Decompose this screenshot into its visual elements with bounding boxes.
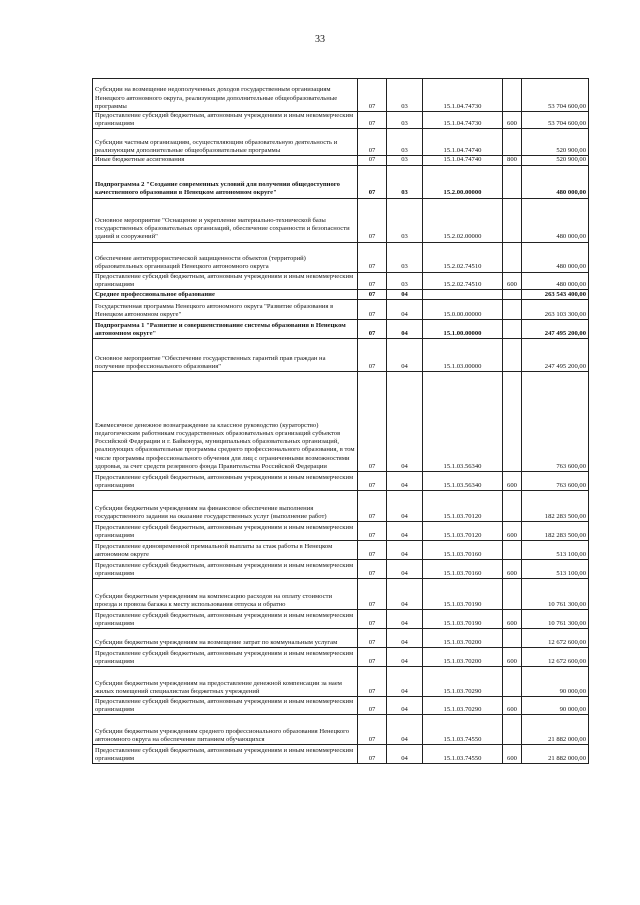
row-expense-type-cell xyxy=(503,129,522,156)
row-subsection-cell: 04 xyxy=(387,290,423,300)
row-section-cell: 07 xyxy=(358,339,387,372)
row-section-cell: 07 xyxy=(358,697,387,715)
row-name-cell: Предоставление субсидий бюджетным, автономным учреждениям и иным некоммерческим организациям xyxy=(93,560,358,579)
row-expense-type-cell xyxy=(503,198,522,242)
row-section-cell: 07 xyxy=(358,541,387,560)
row-subsection-cell: 03 xyxy=(387,129,423,156)
row-subsection-cell: 04 xyxy=(387,560,423,579)
row-name-cell: Основное мероприятие "Оснащение и укрепление материально-технической базы государственных образовательных организаций, обеспечение сохранности и безопасности зданий и сооружений" xyxy=(93,198,358,242)
row-expense-type-cell: 800 xyxy=(503,156,522,165)
row-name-cell: Предоставление единовременной премиальной выплаты за стаж работы в Ненецком автономном округе xyxy=(93,541,358,560)
row-amount-cell: 12 672 600,00 xyxy=(522,648,589,667)
row-subsection-cell: 04 xyxy=(387,339,423,372)
row-expense-type-cell: 600 xyxy=(503,560,522,579)
row-subsection-cell: 04 xyxy=(387,715,423,745)
row-subsection-cell: 04 xyxy=(387,697,423,715)
row-name-cell: Предоставление субсидий бюджетным, автономным учреждениям и иным некоммерческим организациям xyxy=(93,610,358,629)
row-amount-cell: 182 283 500,00 xyxy=(522,491,589,522)
row-expense-type-cell: 600 xyxy=(503,610,522,629)
table-row xyxy=(93,165,589,198)
table-row xyxy=(93,272,589,289)
row-section-cell: 07 xyxy=(358,242,387,272)
row-target-article-cell: 15.2.02.00000 xyxy=(423,198,503,242)
row-target-article-cell: 15.1.03.74550 xyxy=(423,715,503,745)
row-target-article-cell: 15.1.04.74740 xyxy=(423,156,503,165)
row-name-cell: Предоставление субсидий бюджетным, автономным учреждениям и иным некоммерческим организациям xyxy=(93,112,358,129)
row-subsection-cell: 04 xyxy=(387,579,423,610)
budget-table-body xyxy=(93,79,589,764)
row-target-article-cell: 15.1.03.70160 xyxy=(423,541,503,560)
row-amount-cell: 90 000,00 xyxy=(522,667,589,697)
table-row xyxy=(93,522,589,541)
row-name-cell: Субсидии бюджетным учреждениям среднего профессионального образования Ненецкого автономного округа на обеспечение питанием обучающихся xyxy=(93,715,358,745)
row-name-cell: Обеспечение антитеррористической защищенности объектов (территорий) образовательных организаций Ненецкого автономного округа xyxy=(93,242,358,272)
row-subsection-cell: 04 xyxy=(387,522,423,541)
row-name-cell: Субсидии бюджетным учреждениям на возмещение затрат по коммунальным услугам xyxy=(93,629,358,648)
row-section-cell: 07 xyxy=(358,560,387,579)
row-name-cell: Ежемесячное денежное вознаграждение за классное руководство (кураторство) педагогическим работникам государственных образовательных организаций субъектов Российской Федерации и г. Байконура, муниципальных образовательных организаций, реализующих образовательные программы среднего профессионального образования, в том числе программы профессионального обучения для лиц с ограниченными возможностями здоровья, за счет средств резервного фонда Правительства Российской Федерации xyxy=(93,372,358,472)
table-row xyxy=(93,697,589,715)
page-number: 33 xyxy=(315,34,325,45)
table-row xyxy=(93,79,589,112)
row-amount-cell: 53 704 600,00 xyxy=(522,112,589,129)
row-name-cell: Среднее профессиональное образование xyxy=(93,290,358,300)
row-name-cell: Иные бюджетные ассигнования xyxy=(93,156,358,165)
row-target-article-cell: 15.1.03.70160 xyxy=(423,560,503,579)
row-target-article-cell: 15.1.03.00000 xyxy=(423,339,503,372)
row-section-cell: 07 xyxy=(358,165,387,198)
table-row xyxy=(93,667,589,697)
table-row xyxy=(93,472,589,491)
row-name-cell: Предоставление субсидий бюджетным, автономным учреждениям и иным некоммерческим организациям xyxy=(93,648,358,667)
row-expense-type-cell: 600 xyxy=(503,272,522,289)
row-target-article-cell: 15.1.03.70290 xyxy=(423,667,503,697)
row-subsection-cell: 03 xyxy=(387,165,423,198)
row-subsection-cell: 04 xyxy=(387,629,423,648)
budget-table xyxy=(92,78,589,764)
row-amount-cell: 182 283 500,00 xyxy=(522,522,589,541)
row-section-cell: 07 xyxy=(358,472,387,491)
row-expense-type-cell xyxy=(503,491,522,522)
table-row xyxy=(93,629,589,648)
row-name-cell: Субсидии бюджетным учреждениям на финансовое обеспечение выполнения государственного задания на оказание государственных услуг (выполнение работ) xyxy=(93,491,358,522)
table-row xyxy=(93,129,589,156)
row-subsection-cell: 03 xyxy=(387,242,423,272)
row-expense-type-cell xyxy=(503,715,522,745)
table-row xyxy=(93,156,589,165)
row-expense-type-cell xyxy=(503,629,522,648)
row-amount-cell: 513 100,00 xyxy=(522,541,589,560)
row-subsection-cell: 04 xyxy=(387,610,423,629)
row-section-cell: 07 xyxy=(358,745,387,764)
row-section-cell: 07 xyxy=(358,272,387,289)
row-section-cell: 07 xyxy=(358,648,387,667)
row-target-article-cell xyxy=(423,290,503,300)
row-section-cell: 07 xyxy=(358,715,387,745)
table-row xyxy=(93,491,589,522)
row-name-cell: Субсидии бюджетным учреждениям на предоставление денежной компенсации за наем жилых помещений специалистам бюджетных учреждений xyxy=(93,667,358,697)
row-name-cell: Основное мероприятие "Обеспечение государственных гарантий прав граждан на получение профессионального образования" xyxy=(93,339,358,372)
row-amount-cell: 763 600,00 xyxy=(522,372,589,472)
row-target-article-cell: 15.1.04.74730 xyxy=(423,79,503,112)
table-row xyxy=(93,715,589,745)
row-expense-type-cell xyxy=(503,79,522,112)
row-subsection-cell: 03 xyxy=(387,156,423,165)
row-expense-type-cell: 600 xyxy=(503,522,522,541)
row-section-cell: 07 xyxy=(358,79,387,112)
row-target-article-cell: 15.2.00.00000 xyxy=(423,165,503,198)
row-target-article-cell: 15.2.02.74510 xyxy=(423,242,503,272)
row-subsection-cell: 03 xyxy=(387,112,423,129)
row-target-article-cell: 15.1.03.70290 xyxy=(423,697,503,715)
row-amount-cell: 480 000,00 xyxy=(522,242,589,272)
row-name-cell: Предоставление субсидий бюджетным, автономным учреждениям и иным некоммерческим организациям xyxy=(93,522,358,541)
row-expense-type-cell: 600 xyxy=(503,112,522,129)
table-row xyxy=(93,339,589,372)
row-target-article-cell: 15.1.03.70190 xyxy=(423,610,503,629)
row-expense-type-cell: 600 xyxy=(503,697,522,715)
row-section-cell: 07 xyxy=(358,372,387,472)
row-expense-type-cell: 600 xyxy=(503,745,522,764)
row-section-cell: 07 xyxy=(358,522,387,541)
row-amount-cell: 480 000,00 xyxy=(522,272,589,289)
row-target-article-cell: 15.1.00.00000 xyxy=(423,320,503,339)
row-name-cell: Предоставление субсидий бюджетным, автономным учреждениям и иным некоммерческим организациям xyxy=(93,697,358,715)
row-amount-cell: 480 000,00 xyxy=(522,165,589,198)
row-expense-type-cell: 600 xyxy=(503,648,522,667)
table-row xyxy=(93,745,589,764)
row-section-cell: 07 xyxy=(358,491,387,522)
row-expense-type-cell: 600 xyxy=(503,472,522,491)
row-subsection-cell: 03 xyxy=(387,79,423,112)
table-row xyxy=(93,112,589,129)
row-subsection-cell: 04 xyxy=(387,491,423,522)
row-target-article-cell: 15.1.03.56340 xyxy=(423,372,503,472)
row-section-cell: 07 xyxy=(358,579,387,610)
row-name-cell: Предоставление субсидий бюджетным, автономным учреждениям и иным некоммерческим организациям xyxy=(93,472,358,491)
row-target-article-cell: 15.2.02.74510 xyxy=(423,272,503,289)
table-row xyxy=(93,300,589,320)
row-amount-cell: 12 672 600,00 xyxy=(522,629,589,648)
row-amount-cell: 763 600,00 xyxy=(522,472,589,491)
row-section-cell: 07 xyxy=(358,629,387,648)
row-amount-cell: 90 000,00 xyxy=(522,697,589,715)
row-subsection-cell: 03 xyxy=(387,198,423,242)
row-name-cell: Субсидии частным организациям, осуществляющим образовательную деятельность и реализующим дополнительные общеобразовательные программы xyxy=(93,129,358,156)
row-target-article-cell: 15.1.04.74730 xyxy=(423,112,503,129)
table-row xyxy=(93,242,589,272)
table-row xyxy=(93,648,589,667)
row-expense-type-cell xyxy=(503,242,522,272)
row-subsection-cell: 04 xyxy=(387,541,423,560)
row-amount-cell: 263 103 300,00 xyxy=(522,300,589,320)
table-row xyxy=(93,372,589,472)
row-amount-cell: 247 495 200,00 xyxy=(522,339,589,372)
row-target-article-cell: 15.1.03.70200 xyxy=(423,648,503,667)
row-target-article-cell: 15.1.03.70200 xyxy=(423,629,503,648)
row-section-cell: 07 xyxy=(358,129,387,156)
row-name-cell: Предоставление субсидий бюджетным, автономным учреждениям и иным некоммерческим организациям xyxy=(93,745,358,764)
table-row xyxy=(93,320,589,339)
row-target-article-cell: 15.1.03.70120 xyxy=(423,491,503,522)
row-section-cell: 07 xyxy=(358,320,387,339)
row-amount-cell: 21 882 000,00 xyxy=(522,745,589,764)
table-row xyxy=(93,198,589,242)
row-expense-type-cell xyxy=(503,541,522,560)
row-subsection-cell: 04 xyxy=(387,300,423,320)
row-section-cell: 07 xyxy=(358,198,387,242)
row-target-article-cell: 15.1.04.74740 xyxy=(423,129,503,156)
row-amount-cell: 21 882 000,00 xyxy=(522,715,589,745)
table-row xyxy=(93,610,589,629)
row-target-article-cell: 15.1.03.70190 xyxy=(423,579,503,610)
table-row xyxy=(93,290,589,300)
row-section-cell: 07 xyxy=(358,667,387,697)
row-subsection-cell: 04 xyxy=(387,648,423,667)
row-expense-type-cell xyxy=(503,372,522,472)
row-subsection-cell: 04 xyxy=(387,320,423,339)
row-expense-type-cell xyxy=(503,320,522,339)
row-target-article-cell: 15.1.03.74550 xyxy=(423,745,503,764)
row-expense-type-cell xyxy=(503,579,522,610)
row-subsection-cell: 04 xyxy=(387,745,423,764)
row-expense-type-cell xyxy=(503,667,522,697)
row-name-cell: Субсидии на возмещение недополученных доходов государственным организациям Ненецкого автономного округа, реализующим дополнительные общеобразовательные программы xyxy=(93,79,358,112)
row-target-article-cell: 15.1.03.56340 xyxy=(423,472,503,491)
row-amount-cell: 53 704 600,00 xyxy=(522,79,589,112)
table-row xyxy=(93,560,589,579)
row-amount-cell: 263 543 400,00 xyxy=(522,290,589,300)
row-name-cell: Государственная программа Ненецкого автономного округа "Развитие образования в Ненецком автономном округе" xyxy=(93,300,358,320)
row-expense-type-cell xyxy=(503,339,522,372)
row-amount-cell: 520 900,00 xyxy=(522,156,589,165)
row-amount-cell: 520 900,00 xyxy=(522,129,589,156)
row-section-cell: 07 xyxy=(358,290,387,300)
row-expense-type-cell xyxy=(503,300,522,320)
row-amount-cell: 513 100,00 xyxy=(522,560,589,579)
row-name-cell: Предоставление субсидий бюджетным, автономным учреждениям и иным некоммерческим организациям xyxy=(93,272,358,289)
table-row xyxy=(93,579,589,610)
row-amount-cell: 247 495 200,00 xyxy=(522,320,589,339)
row-subsection-cell: 04 xyxy=(387,667,423,697)
row-name-cell: Субсидии бюджетным учреждениям на компенсацию расходов на оплату стоимости проезда и провоза багажа к месту использования отпуска и обратно xyxy=(93,579,358,610)
row-name-cell: Подпрограмма 1 "Развитие и совершенствование системы образования в Ненецком автономном округе" xyxy=(93,320,358,339)
row-target-article-cell: 15.0.00.00000 xyxy=(423,300,503,320)
row-amount-cell: 10 761 300,00 xyxy=(522,610,589,629)
row-target-article-cell: 15.1.03.70120 xyxy=(423,522,503,541)
row-name-cell: Подпрограмма 2 "Создание современных условий для получения общедоступного качественного образования в Ненецком автономном округе" xyxy=(93,165,358,198)
row-section-cell: 07 xyxy=(358,610,387,629)
row-amount-cell: 10 761 300,00 xyxy=(522,579,589,610)
row-amount-cell: 480 000,00 xyxy=(522,198,589,242)
row-section-cell: 07 xyxy=(358,300,387,320)
row-expense-type-cell xyxy=(503,165,522,198)
row-subsection-cell: 03 xyxy=(387,272,423,289)
row-section-cell: 07 xyxy=(358,156,387,165)
row-expense-type-cell xyxy=(503,290,522,300)
row-subsection-cell: 04 xyxy=(387,372,423,472)
row-section-cell: 07 xyxy=(358,112,387,129)
row-subsection-cell: 04 xyxy=(387,472,423,491)
table-row xyxy=(93,541,589,560)
